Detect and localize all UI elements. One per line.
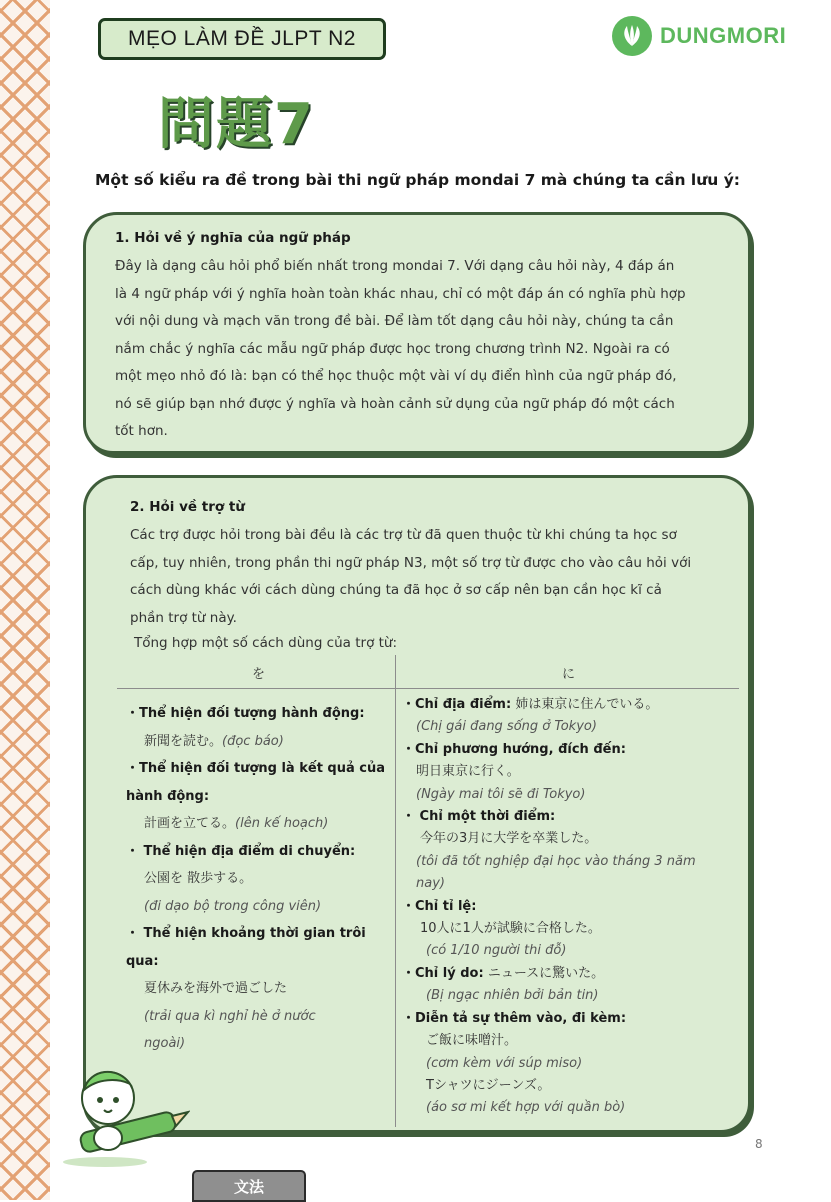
leaf-logo-icon [612, 16, 652, 56]
example-vi: (lên kế hoạch) [235, 816, 329, 831]
particle-ni-column [402, 694, 722, 1120]
text-line: là 4 ngữ pháp với ý nghĩa hoàn toàn khác nhau, chỉ có một đáp án có nghĩa phù hợp [115, 285, 686, 302]
decorative-border [0, 0, 50, 1200]
text-line: Các trợ được hỏi trong bài đều là các trợ từ đã quen thuộc từ khi chúng ta học sơ [130, 527, 677, 543]
usage-heading: ・Thể hiện đối tượng là kết quả của hành động: [126, 761, 386, 804]
page-number: 8 [755, 1137, 763, 1151]
usage-heading: ・Diễn tả sự thêm vào, đi kèm: [402, 1010, 627, 1026]
column-header-ni: に [562, 667, 576, 682]
topic-badge [98, 18, 386, 60]
particle-wo-column [126, 700, 386, 1058]
text-line: nó sẽ giúp bạn nhớ được ý nghĩa và hoàn cảnh sử dụng của ngữ pháp đó một cách [115, 395, 675, 412]
section-2-title: 2. Hỏi về trợ từ [130, 499, 245, 515]
section-1-body [115, 253, 745, 446]
text-line: phần trợ từ này. [130, 609, 237, 626]
usage-heading: ・ Thể hiện khoảng thời gian trôi qua: [126, 926, 366, 969]
example-vi: (đọc báo) [222, 733, 284, 749]
text-line: cấp, tuy nhiên, trong phần thi ngữ pháp N3, một số trợ từ được cho vào câu hỏi với [130, 554, 692, 571]
grammar-tab[interactable]: 文法 [192, 1170, 306, 1202]
logo-text: DUNGMORI [660, 23, 787, 48]
summary-label: Tổng hợp một số cách dùng của trợ từ: [134, 635, 398, 651]
table-divider-horizontal [117, 688, 739, 689]
example-vi: (tôi đã tốt nghiệp đại học vào tháng 3 năm nay) [416, 853, 696, 892]
text-line: nắm chắc ý nghĩa các mẫu ngữ pháp được học trong chương trình N2. Ngoài ra có [115, 340, 670, 357]
example-jp: 公園を 散歩する。 [144, 871, 253, 886]
brand-logo[interactable] [612, 16, 786, 56]
example-vi: (có 1/10 người thi đỗ) [426, 943, 567, 959]
usage-heading: ・Chỉ lý do: [402, 965, 484, 981]
column-header-wo: を [252, 667, 266, 682]
example-vi: (áo sơ mi kết hợp với quần bò) [426, 1100, 626, 1116]
example-vi: (đi dạo bộ trong công viên) [144, 898, 322, 914]
usage-heading: ・Chỉ địa điểm: [402, 697, 512, 712]
section-2-body [130, 522, 740, 632]
text-line: Đây là dạng câu hỏi phổ biến nhất trong mondai 7. Với dạng câu hỏi này, 4 đáp án [115, 258, 675, 274]
example-jp: 新聞を読む。 [144, 733, 223, 749]
table-divider-vertical [395, 655, 396, 1127]
text-line: cách dùng khác với cách dùng chúng ta đã học ở sơ cấp nên bạn cần học kĩ cả [130, 582, 662, 598]
usage-example [126, 810, 386, 838]
text-line: tốt hơn. [115, 423, 168, 439]
example-vi: (trải qua kì nghỉ hè ở nước ngoài) [144, 1008, 316, 1051]
usage-heading: ・Chỉ tỉ lệ: [402, 898, 477, 914]
usage-heading: ・ Thể hiện địa điểm di chuyển: [126, 843, 356, 859]
example-jp: Tシャツにジーンズ。 [426, 1077, 551, 1093]
usage-heading: ・Chỉ phương hướng, đích đến: [402, 741, 626, 757]
usage-heading: ・ Chỉ một thời điểm: [402, 809, 556, 825]
example-jp: 明日東京に行く。 [416, 764, 520, 780]
example-jp: ニュースに驚いた。 [487, 965, 605, 981]
example-vi: (Bị ngạc nhiên bởi bản tin) [426, 988, 599, 1004]
example-jp: 10人に1人が試験に合格した。 [420, 921, 601, 937]
usage-line [402, 963, 722, 985]
example-jp: 計画を立てる。 [144, 816, 236, 831]
usage-line [402, 694, 722, 716]
text-line: một mẹo nhỏ đó là: bạn có thể học thuộc một vài ví dụ điển hình của ngữ pháp đó, [115, 368, 677, 384]
mascot-illustration [60, 1060, 190, 1174]
example-jp: 夏休みを海外で過ごした [144, 981, 288, 996]
example-jp: 今年の3月に大学を卒業した。 [420, 831, 598, 847]
example-jp: 姉は東京に住んでいる。 [515, 697, 659, 712]
intro-text: Một số kiểu ra đề trong bài thi ngữ pháp mondai 7 mà chúng ta cần lưu ý: [95, 171, 740, 189]
badge-text: MẸO LÀM ĐỀ JLPT N2 [127, 27, 356, 50]
usage-example [126, 728, 386, 756]
text-line: với nội dung và mạch văn trong đề bài. Để làm tốt dạng câu hỏi này, chúng ta cần [115, 313, 674, 329]
example-vi: (cơm kèm với súp miso) [426, 1055, 583, 1071]
section-1-title: 1. Hỏi về ý nghĩa của ngữ pháp [115, 230, 351, 246]
usage-heading: ・Thể hiện đối tượng hành động: [126, 706, 365, 721]
page-title: 問題7 [158, 92, 315, 157]
example-vi: (Chị gái đang sống ở Tokyo) [416, 719, 597, 735]
example-vi: (Ngày mai tôi sẽ đi Tokyo) [416, 786, 586, 802]
example-jp: ご飯に味噌汁。 [426, 1033, 518, 1049]
